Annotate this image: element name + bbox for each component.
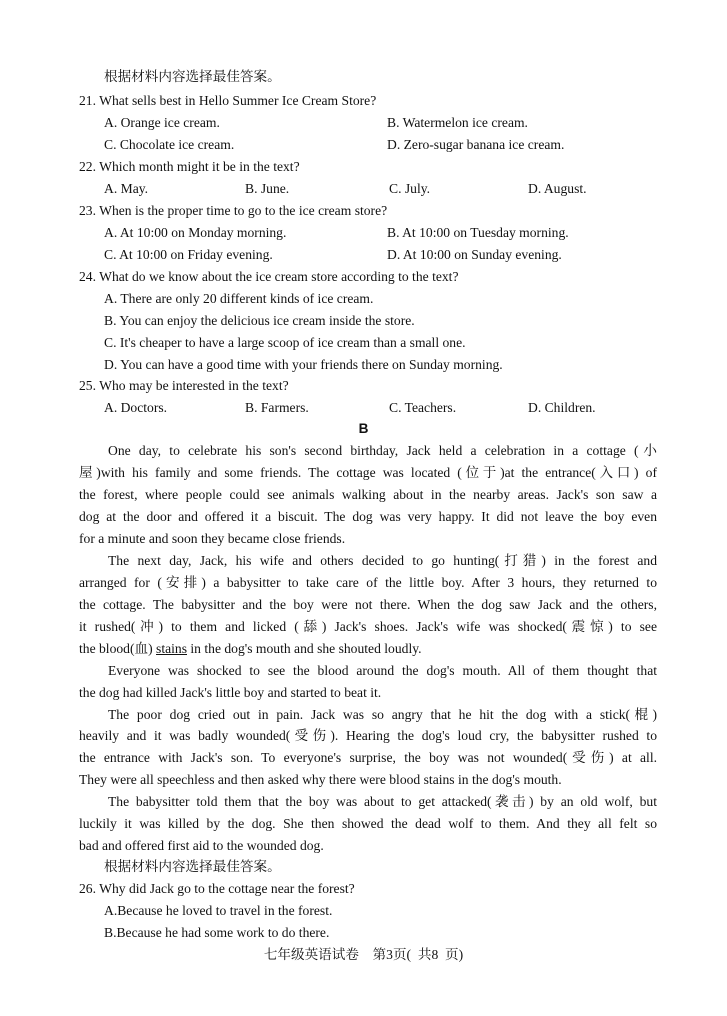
question-22: 22. Which month might it be in the text? (79, 159, 300, 174)
passage-text: the blood(血) (79, 641, 157, 656)
passage-line: the dog had killed Jack's little boy and started to beat it. (79, 685, 382, 700)
q23-option-c: C. At 10:00 on Friday evening. (104, 247, 273, 262)
q24-option-b: B. You can enjoy the delicious ice cream inside the store. (104, 313, 415, 328)
passage-line (79, 642, 422, 656)
question-23: 23. When is the proper time to go to the ice cream store? (79, 203, 388, 218)
q21-option-c: C. Chocolate ice cream. (104, 137, 235, 152)
q22-option-b: B. June. (245, 181, 290, 196)
passage-line: arranged for (安排) a babysitter to take care of the little boy. After 3 hours, they returned to (79, 575, 657, 590)
q23-option-d: D. At 10:00 on Sunday evening. (387, 247, 562, 262)
passage-line: for a minute and soon they became close friends. (79, 531, 346, 546)
instruction-text: 根据材料内容选择最佳答案。 (104, 69, 281, 84)
passage-line: dog at the door and offered it a biscuit. The dog was very happy. It did not leave the boy even (79, 509, 657, 524)
q26-option-a: A.Because he loved to travel in the forest. (104, 903, 333, 918)
passage-line: The babysitter told them that the boy was about to get attacked(袭击) by an old wolf, but (108, 794, 657, 809)
q23-option-a: A. At 10:00 on Monday morning. (104, 225, 287, 240)
passage-line: luckily it was killed by the dog. She then showed the dead wolf to them. And they all felt so (79, 816, 657, 831)
q21-option-b: B. Watermelon ice cream. (387, 115, 528, 130)
passage-line: 屋)with his family and some friends. The cottage was located (位于)at the entrance(入口) of (79, 465, 657, 480)
instruction-text: 根据材料内容选择最佳答案。 (104, 859, 281, 874)
q25-option-d: D. Children. (528, 400, 596, 415)
q22-option-d: D. August. (528, 181, 587, 196)
passage-line: the forest, where people could see animals walking about in the nearby areas. Jack's son saw a (79, 487, 657, 502)
q26-option-b: B.Because he had some work to do there. (104, 925, 330, 940)
q25-option-c: C. Teachers. (389, 400, 457, 415)
passage-line: the cottage. The babysitter and the boy were not there. When the dog saw Jack and the others, (79, 597, 657, 612)
q23-option-b: B. At 10:00 on Tuesday morning. (387, 225, 569, 240)
q22-option-c: C. July. (389, 181, 431, 196)
page-footer: 七年级英语试卷 第3页( 共8 页) (263, 947, 464, 962)
question-24: 24. What do we know about the ice cream store according to the text? (79, 269, 459, 284)
passage-line: One day, to celebrate his son's second birthday, Jack held a celebration in a cottage (小 (108, 443, 657, 458)
q24-option-a: A. There are only 20 different kinds of ice cream. (104, 291, 374, 306)
q24-option-d: D. You can have a good time with your friends there on Sunday morning. (104, 357, 503, 372)
q24-option-c: C. It's cheaper to have a large scoop of ice cream than a small one. (104, 335, 466, 350)
passage-line: heavily and it was badly wounded(受伤). Hearing the dog's loud cry, the babysitter rushed to (79, 728, 657, 743)
q25-option-a: A. Doctors. (104, 400, 168, 415)
passage-line: The next day, Jack, his wife and others decided to go hunting(打猎) in the forest and (108, 553, 657, 568)
question-21: 21. What sells best in Hello Summer Ice Cream Store? (79, 93, 377, 108)
passage-line: it rushed(冲) to them and licked (舔) Jack's shoes. Jack's wife was shocked(震惊) to see (79, 619, 657, 634)
passage-line: Everyone was shocked to see the blood around the dog's mouth. All of them thought that (108, 663, 657, 678)
question-26: 26. Why did Jack go to the cottage near the forest? (79, 881, 355, 896)
question-25: 25. Who may be interested in the text? (79, 378, 289, 393)
passage-text: in the dog's mouth and she shouted loudly. (187, 641, 422, 656)
q21-option-a: A. Orange ice cream. (104, 115, 220, 130)
passage-line: the entrance with Jack's son. To everyone's surprise, the boy was not wounded(受伤) at all. (79, 750, 657, 765)
underlined-word: stains (156, 641, 187, 656)
q25-option-b: B. Farmers. (245, 400, 309, 415)
passage-line: bad and offered first aid to the wounded dog. (79, 838, 324, 853)
passage-line: The poor dog cried out in pain. Jack was so angry that he hit the dog with a stick(棍) (108, 707, 657, 722)
q21-option-d: D. Zero-sugar banana ice cream. (387, 137, 565, 152)
passage-line: They were all speechless and then asked why there were blood stains in the dog's mouth. (79, 772, 562, 787)
q22-option-a: A. May. (104, 181, 149, 196)
section-heading: B (358, 421, 369, 436)
